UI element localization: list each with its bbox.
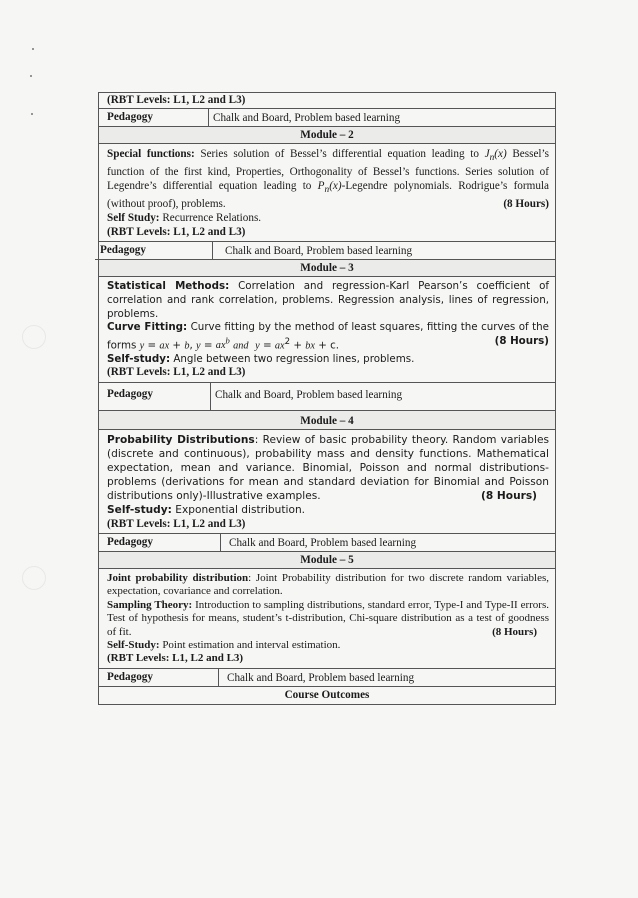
pedagogy-label: Pedagogy bbox=[99, 383, 211, 410]
pedagogy-label: Pedagogy bbox=[99, 669, 219, 686]
module-2-body bbox=[99, 143, 555, 242]
punch-hole-shadow bbox=[22, 325, 46, 349]
rbt-levels: (RBT Levels: L1, L2 and L3) bbox=[107, 226, 246, 239]
scan-speck bbox=[32, 48, 34, 50]
module-5-body bbox=[99, 568, 555, 669]
pedagogy-value: Chalk and Board, Problem based learning bbox=[227, 671, 415, 684]
pedagogy-row bbox=[99, 534, 555, 552]
scan-speck bbox=[30, 75, 32, 77]
pedagogy-row bbox=[99, 383, 555, 411]
module-4-probability: Probability Distributions: Review of basic probability theory. Random variables (discrete and continuous), probability mass and density functions. Mathematical expectation, mean and variance. Binomial, Poisson and normal distributions- problems (derivations for mean and standard deviation for Binomial and Poisson distributions only)-Illustrative examples. (8 Hours) bbox=[107, 434, 549, 503]
module-3-statistical-methods: Statistical Methods: Correlation and regression-Karl Pearson’s coefficient of correlation and rank correlation, problems. Regression analysis, lines of regression, problems. bbox=[107, 280, 549, 320]
module-4-self-study: Self-study: Exponential distribution. bbox=[107, 504, 306, 517]
module-3-self-study: Self-study: Angle between two regression lines, problems. bbox=[107, 352, 415, 365]
module-hours: (8 Hours) bbox=[481, 490, 537, 503]
module-title: Module – 4 bbox=[300, 415, 354, 428]
pedagogy-value: Chalk and Board, Problem based learning bbox=[229, 537, 417, 550]
module-hours: (8 Hours) bbox=[503, 198, 549, 211]
module-5-header bbox=[99, 552, 555, 568]
module-5-self-study: Self-Study: Point estimation and interval estimation. bbox=[107, 639, 341, 652]
pedagogy-row bbox=[99, 669, 555, 687]
module-3-body bbox=[99, 276, 555, 383]
rbt-levels: (RBT Levels: L1, L2 and L3) bbox=[107, 366, 246, 379]
rbt-levels: (RBT Levels: L1, L2 and L3) bbox=[107, 518, 246, 531]
module-title: Module – 3 bbox=[300, 262, 354, 275]
module-title: Module – 5 bbox=[300, 554, 354, 567]
module-2-self-study: Self Study: Recurrence Relations. bbox=[107, 212, 262, 225]
module-hours: (8 Hours) bbox=[492, 625, 537, 638]
punch-hole-shadow bbox=[22, 566, 46, 590]
module-2-special-functions: Special functions: Series solution of Bessel’s differential equation leading to $J_n(x)$ Bessel’s function of the first kind, Properties, Orthogonality of Bessel’s functions. Series solution of Legendre’s differential equation leading to $P_n(x)$-Legendre polynomials. Rodrigue’s formula (without proof), problems. (8 Hours) bbox=[107, 148, 549, 211]
pedagogy-value: Chalk and Board, Problem based learning bbox=[225, 245, 413, 258]
module-5-sampling: Sampling Theory: Introduction to sampling distributions, standard error, Type-I and Type-II errors. Test of hypothesis for means, student’s t-distribution, Chi-square distribution as a test of goodness of fit. (8 Hours) bbox=[107, 598, 550, 638]
scan-speck bbox=[31, 113, 33, 115]
module-title: Module – 2 bbox=[300, 129, 354, 141]
rbt-levels: (RBT Levels: L1, L2 and L3) bbox=[107, 652, 244, 665]
pedagogy-row bbox=[95, 242, 555, 260]
pedagogy-row bbox=[99, 109, 555, 127]
course-outcomes-header bbox=[99, 687, 555, 704]
module-4-header bbox=[99, 411, 555, 429]
pedagogy-value: Chalk and Board, Problem based learning bbox=[213, 112, 401, 124]
module-hours: (8 Hours) bbox=[494, 334, 549, 347]
pedagogy-label: Pedagogy bbox=[99, 534, 221, 551]
module-3-header bbox=[99, 260, 555, 276]
rbt-levels-top: (RBT Levels: L1, L2 and L3) bbox=[99, 93, 555, 109]
module-3-curve-fitting: Curve Fitting: Curve fitting by the method of least squares, fitting the curves of the forms y = ax + b, $y = ax^b$ and $y = ax^2$ + bx + c. (8 Hours) bbox=[107, 321, 549, 352]
module-2-header bbox=[99, 127, 555, 143]
module-4-body bbox=[99, 429, 555, 534]
course-outcomes-title: Course Outcomes bbox=[284, 688, 370, 701]
syllabus-table bbox=[98, 92, 556, 705]
pedagogy-label: Pedagogy bbox=[99, 109, 209, 126]
pedagogy-value: Chalk and Board, Problem based learning bbox=[215, 389, 403, 402]
module-5-joint: Joint probability distribution: Joint Probability distribution for two discrete random variables, expectation, covariance and correlation. bbox=[107, 572, 549, 598]
pedagogy-label: Pedagogy bbox=[95, 242, 213, 259]
